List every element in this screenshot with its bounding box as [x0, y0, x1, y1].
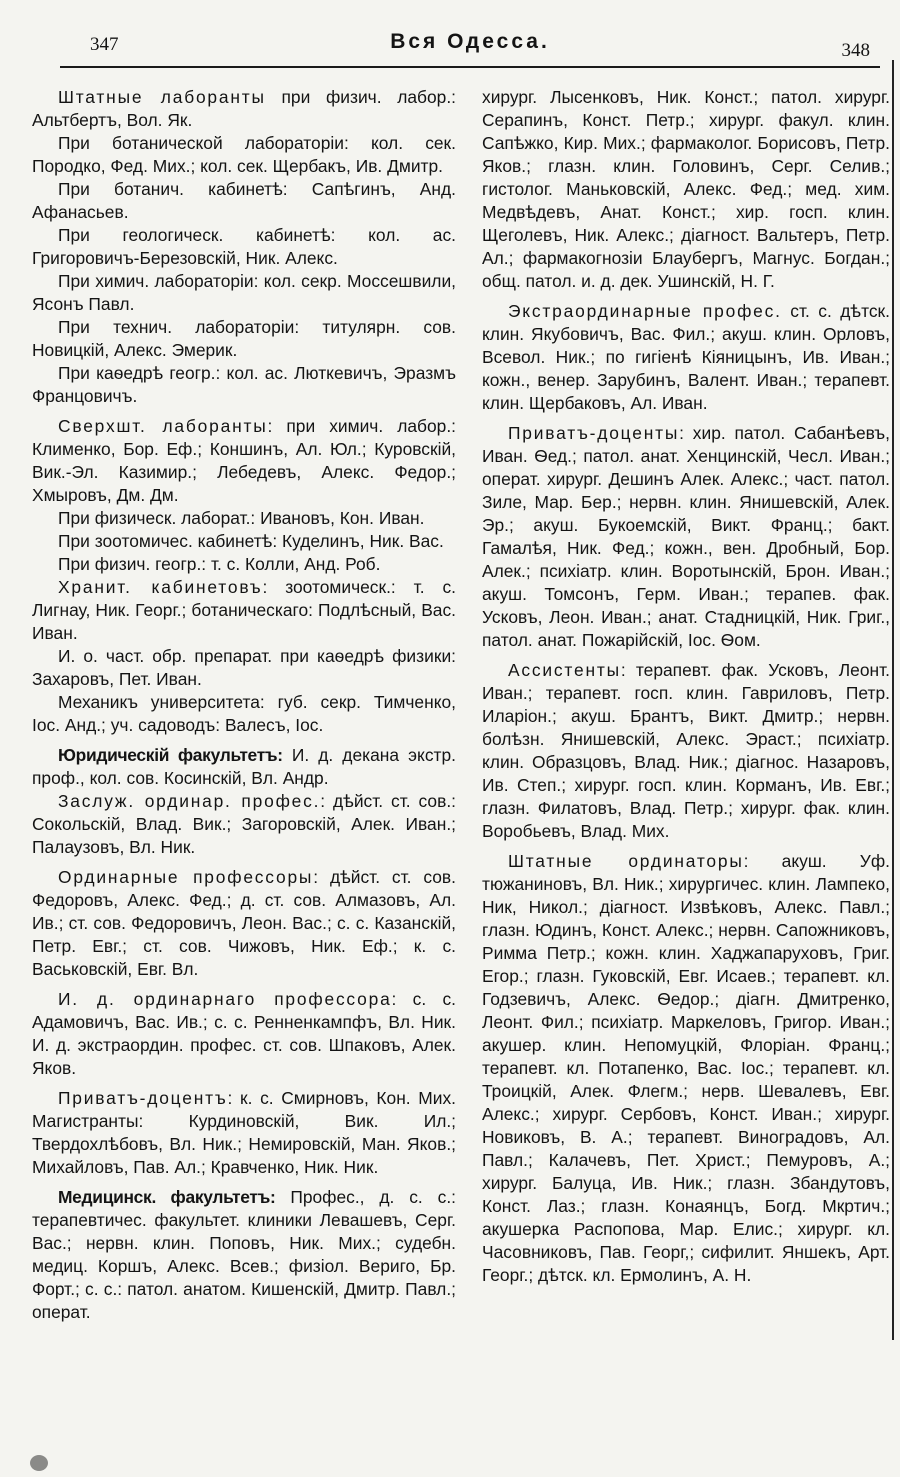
entry-text: При ботанической лабораторіи: кол. сек. Породко, Фед. Мих.; кол. сек. Щербакъ, Ив. Дмитр.	[32, 133, 456, 176]
entry-text: : с. с. Адамовичъ, Вас. Ив.; с. с. Ренненкампфъ, Вл. Ник. И. д. экстраордин. профес. ст. сов. Шпаковъ, Алек. Яков.	[32, 989, 456, 1078]
entry-l14	[32, 691, 456, 737]
entry-heading: Ординарные профессоры	[58, 867, 314, 887]
entry-heading: Заслуж. ординар. профес.	[58, 791, 321, 811]
entry-text: : хир. патол. Сабанѣевъ, Иван. Ѳед.; патол. анат. Хенцинскій, Чесл. Иван.; операт. хирург. Дешинъ Алек. Алекс.; част. патол. Зиле, Мар. Бер.; нервн. клин. Янишевскій, Алек. Эр.; акуш. Букоемскій, Викт. Франц.; бакт. Гамалѣя, Ник. Фед.; кожн., вен. Дробный, Бор. Алек.; психіатр. клин. Воротынскій, Брон. Иван.; акуш. Томсонъ, Герм. Иван.; терапев. фак. Усковъ, Леон. Иван.; анат. Стадницкій, Ник. Григ., патол. анат. Пожарійскій, Іос. Ѳом.	[482, 423, 890, 650]
entry-l13	[32, 645, 456, 691]
section-heading: Медицинск. факультетъ:	[58, 1187, 276, 1207]
entry-r1	[482, 86, 890, 293]
entry-l3	[32, 178, 456, 224]
entry-r3	[482, 422, 890, 652]
left-column	[32, 86, 456, 1324]
entry-text: : терапевт. фак. Усковъ, Леонт. Иван.; терапевт. госп. клин. Гавриловъ, Петр. Иларіон.; акуш. Брантъ, Викт. Дмитр.; нервн. болѣзн. Янишевскій, Алекс. Эраст.; психіатр. клин. Образцовъ, Влад. Ник.; діагнос. Назаровъ, Ив. Степ.; хирург. госп. клин. Корманъ, Ив. Евг.; глазн. Филатовъ, Влад. Петр.; хирург. фак. клин. Воробьевъ, Влад. Мих.	[482, 660, 890, 841]
page-header	[60, 30, 880, 68]
entry-heading: Штатные лаборанты	[58, 87, 266, 107]
entry-text: При технич. лабораторіи: титулярн. сов. Новицкій, Алекс. Эмерик.	[32, 317, 456, 360]
entry-text: : при химич. лабор.: Клименко, Бор. Еф.; Коншинъ, Ал. Юл.; Куровскій, Вик.-Эл. Казимир.; Лебедевъ, Алекс. Федор.; Хмыровъ, Дм. Дм.	[32, 416, 456, 505]
entry-heading: И. д. ординарнаго профессора	[58, 989, 392, 1009]
entry-l5	[32, 270, 456, 316]
entry-text: При зоотомичес. кабинетѣ: Куделинъ, Ник. Вас.	[58, 531, 444, 551]
entry-heading: Приватъ-доцентъ	[58, 1088, 228, 1108]
entry-text: Механикъ университета: губ. секр. Тимченко, Іос. Анд.; уч. садоводъ: Валесъ, Іос.	[32, 692, 456, 735]
entry-l6	[32, 316, 456, 362]
section-heading: Юридическій факультетъ:	[58, 745, 283, 765]
entry-l12	[32, 576, 456, 645]
entry-text: : к. с. Смирновъ, Кон. Мих. Магистранты: Курдиновскій, Вик. Ил.; Твердохлѣбовъ, Вл. Ник.; Немировскій, Ман. Яков.; Михайловъ, Пав. Ал.; Кравченко, Ник. Ник.	[32, 1088, 456, 1177]
entry-text: : дѣйст. ст. сов.: Сокольскій, Влад. Вик.; Загоровскій, Алек. Иван.; Палаузовъ, Вл. Ник.	[32, 791, 456, 857]
entry-text: И. д. декана экстр. проф., кол. сов. Косинскій, Вл. Андр.	[32, 745, 456, 788]
entry-heading: Штатные ординаторы	[508, 851, 744, 871]
entry-l15	[32, 744, 456, 790]
entry-r5	[482, 850, 890, 1287]
entry-heading: Ассистенты	[508, 660, 621, 680]
entry-text: И. о. част. обр. препарат. при каѳедрѣ физики: Захаровъ, Пет. Иван.	[32, 646, 456, 689]
entry-text: Профес., д. с. с.: терапевтичес. факультет. клиники Левашевъ, Серг. Вас.; нервн. клин. Поповъ, Ник. Мих.; судебн. медиц. Коршъ, Алекс. Всев.; физіол. Вериго, Бр. Форт.; с. с.: патол. анатом. Кишенскій, Дмитр. Павл.; операт.	[32, 1187, 457, 1322]
entry-text: При каѳедрѣ геогр.: кол. ас. Люткевичъ, Эразмъ Францовичъ.	[32, 363, 456, 406]
entry-heading: Хранит. кабинетовъ	[58, 577, 263, 597]
entry-l1	[32, 86, 456, 132]
right-page-number: 348	[841, 40, 870, 61]
entry-l17	[32, 866, 456, 981]
entry-l20	[32, 1186, 456, 1324]
entry-text: : дѣйст. ст. сов. Федоровъ, Алекс. Фед.; д. ст. сов. Алмазовъ, Ал. Ив.; ст. сов. Федоровичъ, Леон. Вас.; с. с. Казанскій, Петр. Евг.; ст. сов. Чижовъ, Ник. Еф.; к. с. Васьковскій, Евг. Вл.	[32, 867, 457, 979]
entry-l2	[32, 132, 456, 178]
entry-l7	[32, 362, 456, 408]
entry-text: хирург. Лысенковъ, Ник. Конст.; патол. хирург. Серапинъ, Конст. Петр.; хирург. факул. клин. Сапѣжко, Кир. Мих.; фармаколог. Борисовъ, Петр. Яков.; глазн. клин. Головинъ, Серг. Селив.; гистолог. Маньковскій, Алекс. Фед.; мед. хим. Медвѣдевъ, Анат. Конст.; хир. госп. клин. Щеголевъ, Ник. Алекс.; діагност. Вальтеръ, Петр. Ал.; фармакогнозіи Блаубергъ, Магнус. Богдан.; общ. патол. и. д. дек. Ушинскій, Н. Г.	[482, 87, 890, 291]
entry-l8	[32, 415, 456, 507]
entry-r2	[482, 300, 890, 415]
entry-heading: Экстраординарные профес.	[508, 301, 782, 321]
entry-l9	[32, 507, 456, 530]
entry-text: : зоотомическ.: т. с. Лигнау, Ник. Георг.; ботаническаго: Подлѣсный, Вас. Иван.	[32, 577, 456, 643]
entry-l11	[32, 553, 456, 576]
running-title: Вся Одесса.	[390, 30, 550, 53]
entry-text: : акуш. Уф. тюжаниновъ, Вл. Ник.; хирургичес. клин. Лампеко, Ник, Никол.; діагност. Извѣковъ, Алекс. Павл.; глазн. Юдинъ, Конст. Алекс.; нервн. Сапожниковъ, Римма Петр.; кожн. клин. Хаджапаруховъ, Григ. Егор.; глазн. Гуковскій, Евг. Исаев.; терапевт. кл. Годзевичъ, Алекс. Ѳедор.; діагн. Дмитренко, Леонт. Фил.; психіатр. Маркеловъ, Григор. Иван.; акушер. клин. Непомуцкій, Флоріан. Франц.; терапевт. кл. Потапенко, Вас. Іос.; терапевт. кл. Троицкій, Алек. Флегм.; нерв. Шевалевъ, Евг. Алекс.; хирург. Сербовъ, Конст. Иван.; хирург. Новиковъ, В. А.; терапевт. Виноградовъ, Ал. Павл.; Калачевъ, Пет. Христ.; Пемуровъ, А.; хирург. Балуца, Ив. Ник.; глазн. Збандутовъ, Конст. Лаз.; глазн. Конаянцъ, Богд. Мкртич.; акушерка Распопова, Мар. Елис.; хирург. кл. Часовниковъ, Пав. Георг,; сифилит. Яншекъ, Арт. Георг.; дѣтск. кл. Ермолинъ, А. Н.	[482, 851, 890, 1285]
entry-l4	[32, 224, 456, 270]
right-margin-rule	[892, 60, 894, 1340]
right-column	[482, 86, 890, 1287]
entry-text: При физическ. лаборат.: Ивановъ, Кон. Иван.	[58, 508, 425, 528]
entry-text: При физич. геогр.: т. с. Колли, Анд. Роб.	[58, 554, 381, 574]
entry-heading: Приватъ-доценты	[508, 423, 680, 443]
entry-text: при физич. лабор.: Альтбертъ, Вол. Як.	[32, 87, 456, 130]
entry-l18	[32, 988, 456, 1080]
left-page-number: 347	[90, 34, 119, 55]
entry-text: При химич. лабораторіи: кол. секр. Моссешвили, Ясонъ Павл.	[32, 271, 456, 314]
entry-text: ст. с. дѣтск. клин. Якубовичъ, Вас. Фил.; акуш. клин. Орловъ, Всевол. Ник.; по гигіенѣ Кіяницынъ, Ив. Иван.; кожн., венер. Зарубинъ, Валент. Иван.; терапевт. клин. Щербаковъ, Ал. Иван.	[482, 301, 890, 413]
entry-heading: Сверхшт. лаборанты	[58, 416, 268, 436]
entry-l16	[32, 790, 456, 859]
entry-text: При ботанич. кабинетѣ: Сапѣгинъ, Анд. Афанасьев.	[32, 179, 456, 222]
ink-smear	[30, 1455, 48, 1471]
entry-text: При геологическ. кабинетѣ: кол. ас. Григоровичъ-Березовскій, Ник. Алекс.	[32, 225, 456, 268]
entry-r4	[482, 659, 890, 843]
entry-l19	[32, 1087, 456, 1179]
entry-l10	[32, 530, 456, 553]
